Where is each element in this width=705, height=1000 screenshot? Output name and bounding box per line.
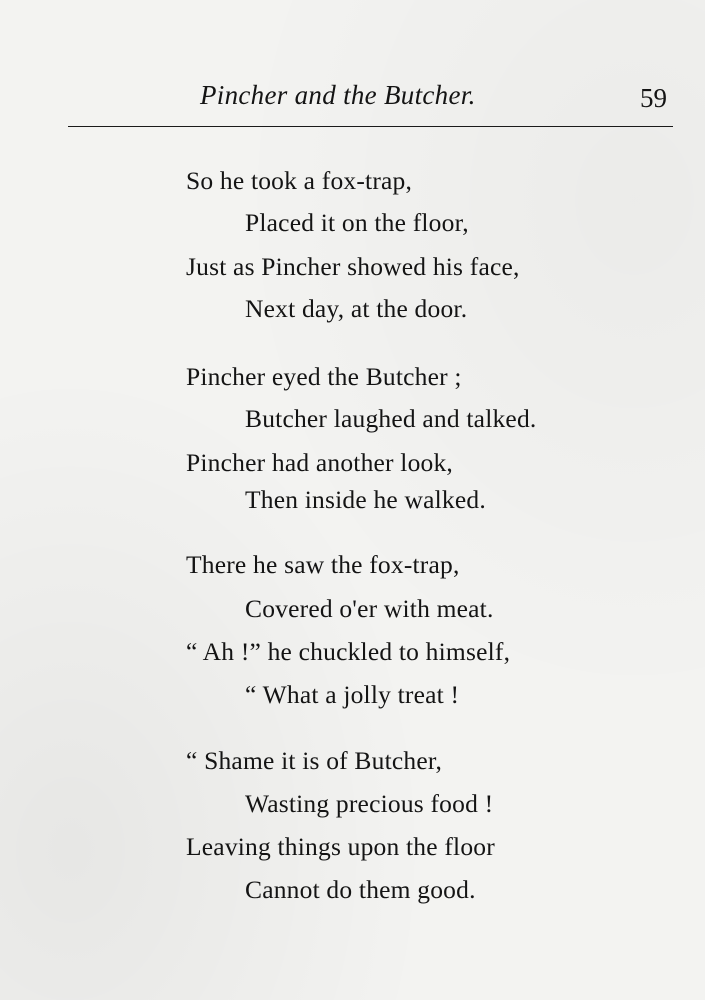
poem-line: “ Shame it is of Butcher, [186, 746, 443, 775]
poem-line: Pincher had another look, [186, 448, 454, 477]
poem-line: Just as Pincher showed his face, [186, 252, 520, 281]
poem-line: Leaving things upon the floor [186, 832, 495, 861]
poem-line: Covered o'er with meat. [245, 594, 494, 623]
poem-line: Then inside he walked. [245, 485, 486, 514]
poem-line: Cannot do them good. [245, 875, 476, 904]
running-title: Pincher and the Butcher. [200, 80, 476, 110]
poem-line: “ Ah !” he chuckled to himself, [186, 637, 511, 666]
poem-line: “ What a jolly treat ! [245, 680, 460, 709]
poem-line: Placed it on the floor, [245, 208, 469, 237]
poem-line: Wasting precious food ! [245, 789, 494, 818]
header-rule [68, 126, 673, 127]
poem-line: Butcher laughed and talked. [245, 404, 537, 433]
poem-line: Next day, at the door. [245, 294, 468, 323]
poem-line: There he saw the fox-trap, [186, 550, 460, 579]
poem-line: Pincher eyed the Butcher ; [186, 362, 462, 391]
poem-line: So he took a fox-trap, [186, 166, 413, 195]
page-number: 59 [640, 83, 667, 113]
